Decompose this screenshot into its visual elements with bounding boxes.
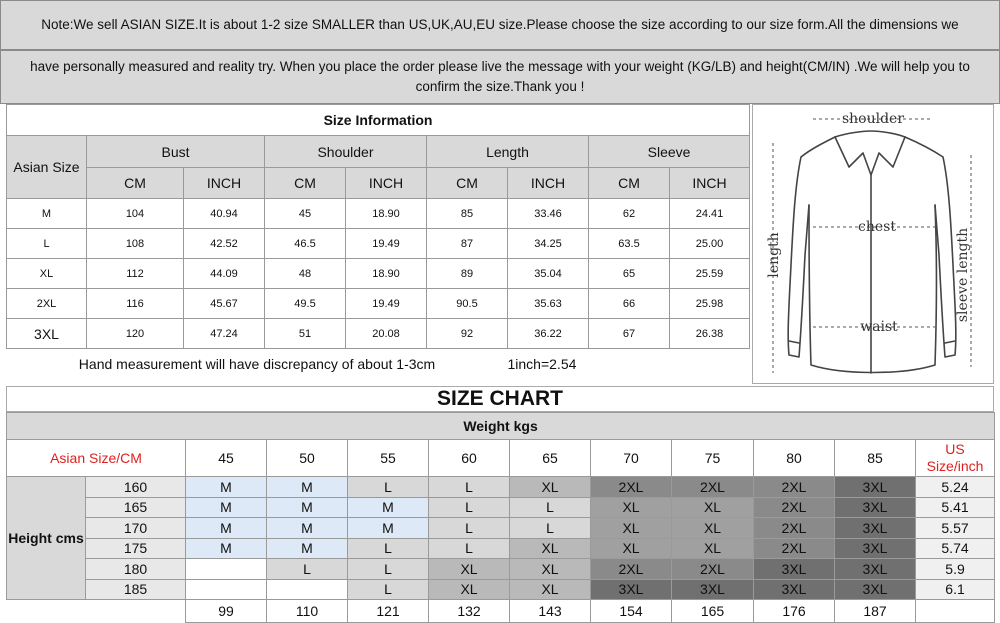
recommended-size-cell: 2XL bbox=[672, 477, 754, 498]
measurement-cell: 108 bbox=[87, 229, 184, 259]
recommended-size-cell: L bbox=[429, 477, 510, 498]
recommended-size-cell: 3XL bbox=[835, 579, 916, 600]
recommended-size-cell: XL bbox=[510, 579, 591, 600]
recommended-size-cell: M bbox=[186, 477, 267, 498]
recommended-size-cell: L bbox=[348, 559, 429, 580]
measurement-cell: 40.94 bbox=[184, 199, 265, 229]
size-cell: 2XL bbox=[7, 289, 87, 319]
sizing-note-line-1: Note:We sell ASIAN SIZE.It is about 1-2 size SMALLER than US,UK,AU,EU size.Please choose the size according to our size form.All the dimensions we bbox=[0, 0, 1000, 50]
height-cm-cell: 165 bbox=[86, 497, 186, 518]
recommended-size-cell: 3XL bbox=[835, 538, 916, 559]
size-row bbox=[7, 229, 750, 259]
measurement-cell: 42.52 bbox=[184, 229, 265, 259]
size-row bbox=[7, 259, 750, 289]
size-cell: L bbox=[7, 229, 87, 259]
recommended-size-cell: M bbox=[186, 538, 267, 559]
recommended-size-cell bbox=[267, 579, 348, 600]
recommended-size-cell: L bbox=[429, 497, 510, 518]
recommended-size-cell: 2XL bbox=[672, 559, 754, 580]
us-size-cell: 5.9 bbox=[916, 559, 995, 580]
measurement-cell: 19.49 bbox=[346, 289, 427, 319]
recommended-size-cell: 3XL bbox=[835, 559, 916, 580]
measurement-cell: 36.22 bbox=[508, 319, 589, 349]
measurement-cell: 47.24 bbox=[184, 319, 265, 349]
recommended-size-cell: XL bbox=[672, 538, 754, 559]
measurement-cell: 45 bbox=[265, 199, 346, 229]
size-cell: M bbox=[7, 199, 87, 229]
size-row bbox=[7, 199, 750, 229]
measurement-cell: 25.59 bbox=[670, 259, 750, 289]
weight-lb-cell: 132 bbox=[429, 600, 510, 623]
weight-kg-header: 85 bbox=[835, 440, 916, 477]
height-row bbox=[7, 538, 995, 559]
weight-lb-cell: 110 bbox=[267, 600, 348, 623]
bust-header: Bust bbox=[87, 136, 265, 168]
recommended-size-cell: 3XL bbox=[754, 579, 835, 600]
recommended-size-cell: 3XL bbox=[754, 559, 835, 580]
height-row bbox=[7, 579, 995, 600]
recommended-size-cell bbox=[186, 559, 267, 580]
sizing-note-line-2: have personally measured and reality try. When you place the order please live the message with your weight (KG/LB) and height(CM/IN) .We will help you to confirm the size.Thank you ! bbox=[0, 50, 1000, 104]
unit-header: CM bbox=[265, 168, 346, 199]
height-cm-cell: 160 bbox=[86, 477, 186, 498]
weight-kg-header: 75 bbox=[672, 440, 754, 477]
weight-kg-header: 70 bbox=[591, 440, 672, 477]
recommended-size-cell: 2XL bbox=[754, 477, 835, 498]
recommended-size-cell: M bbox=[348, 497, 429, 518]
size-information-table bbox=[6, 104, 750, 379]
measurement-cell: 85 bbox=[427, 199, 508, 229]
measurement-cell: 120 bbox=[87, 319, 184, 349]
weight-kg-header: 65 bbox=[510, 440, 591, 477]
shoulder-label: shoulder bbox=[841, 111, 905, 127]
pounds-end-spacer bbox=[916, 600, 995, 623]
measurement-cell: 34.25 bbox=[508, 229, 589, 259]
recommended-size-cell: M bbox=[186, 497, 267, 518]
height-row bbox=[7, 559, 995, 580]
measurement-footnote: Hand measurement will have discrepancy of about 1-3cm bbox=[78, 356, 436, 372]
recommended-size-cell: XL bbox=[591, 518, 672, 539]
recommended-size-cell: XL bbox=[591, 538, 672, 559]
measurement-cell: 66 bbox=[589, 289, 670, 319]
measurement-cell: 46.5 bbox=[265, 229, 346, 259]
weight-kg-header: 55 bbox=[348, 440, 429, 477]
length-label: length bbox=[766, 232, 782, 278]
measurement-cell: 51 bbox=[265, 319, 346, 349]
size-row bbox=[7, 289, 750, 319]
waist-label: waist bbox=[860, 319, 898, 335]
recommended-size-cell: XL bbox=[429, 579, 510, 600]
weight-lb-cell: 154 bbox=[591, 600, 672, 623]
recommended-size-cell: 2XL bbox=[754, 497, 835, 518]
weight-lb-cell: 187 bbox=[835, 600, 916, 623]
us-size-cell: 5.57 bbox=[916, 518, 995, 539]
unit-header: CM bbox=[87, 168, 184, 199]
recommended-size-cell: L bbox=[510, 518, 591, 539]
weight-height-size-table bbox=[6, 412, 995, 623]
size-information-title: Size Information bbox=[7, 105, 750, 136]
shoulder-header: Shoulder bbox=[265, 136, 427, 168]
unit-header: INCH bbox=[184, 168, 265, 199]
measurement-cell: 35.63 bbox=[508, 289, 589, 319]
recommended-size-cell: L bbox=[348, 579, 429, 600]
height-cm-cell: 185 bbox=[86, 579, 186, 600]
us-size-cell: 5.74 bbox=[916, 538, 995, 559]
measurement-cell: 20.08 bbox=[346, 319, 427, 349]
size-cell: XL bbox=[7, 259, 87, 289]
measurement-cell: 24.41 bbox=[670, 199, 750, 229]
measurement-cell: 92 bbox=[427, 319, 508, 349]
weight-lb-cell: 165 bbox=[672, 600, 754, 623]
recommended-size-cell: XL bbox=[429, 559, 510, 580]
measurement-cell: 104 bbox=[87, 199, 184, 229]
recommended-size-cell: L bbox=[267, 559, 348, 580]
unit-header: CM bbox=[427, 168, 508, 199]
recommended-size-cell: 3XL bbox=[835, 497, 916, 518]
measurement-cell: 116 bbox=[87, 289, 184, 319]
height-cm-cell: 180 bbox=[86, 559, 186, 580]
recommended-size-cell: L bbox=[429, 538, 510, 559]
recommended-size-cell: 3XL bbox=[672, 579, 754, 600]
recommended-size-cell: M bbox=[267, 518, 348, 539]
weight-kg-header: 60 bbox=[429, 440, 510, 477]
recommended-size-cell: M bbox=[267, 497, 348, 518]
weight-lb-cell: 176 bbox=[754, 600, 835, 623]
recommended-size-cell: XL bbox=[672, 497, 754, 518]
recommended-size-cell: L bbox=[429, 518, 510, 539]
recommended-size-cell: 2XL bbox=[591, 559, 672, 580]
recommended-size-cell: 3XL bbox=[591, 579, 672, 600]
us-size-cell: 6.1 bbox=[916, 579, 995, 600]
measurement-cell: 65 bbox=[589, 259, 670, 289]
height-cm-cell: 170 bbox=[86, 518, 186, 539]
recommended-size-cell: L bbox=[510, 497, 591, 518]
measurement-cell: 25.98 bbox=[670, 289, 750, 319]
unit-header: CM bbox=[589, 168, 670, 199]
size-cell: 3XL bbox=[7, 319, 87, 349]
recommended-size-cell: M bbox=[348, 518, 429, 539]
weight-kg-header: 80 bbox=[754, 440, 835, 477]
us-size-inch-header: US Size/inch bbox=[916, 440, 995, 477]
weight-lb-cell: 121 bbox=[348, 600, 429, 623]
us-size-cell: 5.24 bbox=[916, 477, 995, 498]
measurement-cell: 45.67 bbox=[184, 289, 265, 319]
asian-size-header: Asian Size bbox=[7, 136, 87, 199]
measurement-cell: 90.5 bbox=[427, 289, 508, 319]
recommended-size-cell: XL bbox=[591, 497, 672, 518]
measurement-cell: 62 bbox=[589, 199, 670, 229]
measurement-cell: 26.38 bbox=[670, 319, 750, 349]
recommended-size-cell: XL bbox=[510, 559, 591, 580]
recommended-size-cell: 2XL bbox=[754, 518, 835, 539]
chest-label: chest bbox=[858, 219, 896, 235]
recommended-size-cell: XL bbox=[510, 477, 591, 498]
shirt-measurement-diagram bbox=[752, 104, 994, 384]
measurement-cell: 19.49 bbox=[346, 229, 427, 259]
asian-size-cm-header: Asian Size/CM bbox=[7, 440, 186, 477]
recommended-size-cell: L bbox=[348, 538, 429, 559]
weight-lb-cell: 99 bbox=[186, 600, 267, 623]
recommended-size-cell: 2XL bbox=[754, 538, 835, 559]
unit-header: INCH bbox=[670, 168, 750, 199]
recommended-size-cell: L bbox=[348, 477, 429, 498]
measurement-cell: 33.46 bbox=[508, 199, 589, 229]
measurement-cell: 48 bbox=[265, 259, 346, 289]
height-row bbox=[7, 497, 995, 518]
weight-kg-header: 50 bbox=[267, 440, 348, 477]
unit-header: INCH bbox=[508, 168, 589, 199]
height-cms-label: Height cms bbox=[7, 477, 86, 600]
weight-lb-cell: 143 bbox=[510, 600, 591, 623]
measurement-cell: 112 bbox=[87, 259, 184, 289]
recommended-size-cell: XL bbox=[672, 518, 754, 539]
size-chart-title: SIZE CHART bbox=[6, 386, 994, 412]
inch-conversion-note: 1inch=2.54 bbox=[507, 356, 577, 372]
us-size-cell: 5.41 bbox=[916, 497, 995, 518]
measurement-cell: 25.00 bbox=[670, 229, 750, 259]
pounds-spacer bbox=[7, 600, 186, 623]
measurement-cell: 49.5 bbox=[265, 289, 346, 319]
measurement-cell: 63.5 bbox=[589, 229, 670, 259]
recommended-size-cell: M bbox=[267, 538, 348, 559]
height-row bbox=[7, 518, 995, 539]
recommended-size-cell: M bbox=[186, 518, 267, 539]
length-header: Length bbox=[427, 136, 589, 168]
height-cm-cell: 175 bbox=[86, 538, 186, 559]
height-row bbox=[7, 477, 995, 498]
measurement-cell: 18.90 bbox=[346, 199, 427, 229]
size-row bbox=[7, 319, 750, 349]
measurement-cell: 89 bbox=[427, 259, 508, 289]
recommended-size-cell bbox=[186, 579, 267, 600]
measurement-cell: 44.09 bbox=[184, 259, 265, 289]
shirt-illustration bbox=[753, 105, 993, 383]
sleeve-length-label: sleeve length bbox=[955, 227, 971, 323]
recommended-size-cell: 3XL bbox=[835, 477, 916, 498]
measurement-cell: 67 bbox=[589, 319, 670, 349]
recommended-size-cell: M bbox=[267, 477, 348, 498]
weight-kgs-header: Weight kgs bbox=[7, 413, 995, 440]
measurement-cell: 18.90 bbox=[346, 259, 427, 289]
measurement-cell: 35.04 bbox=[508, 259, 589, 289]
measurement-cell: 87 bbox=[427, 229, 508, 259]
recommended-size-cell: 3XL bbox=[835, 518, 916, 539]
recommended-size-cell: XL bbox=[510, 538, 591, 559]
sleeve-header: Sleeve bbox=[589, 136, 750, 168]
weight-kg-header: 45 bbox=[186, 440, 267, 477]
unit-header: INCH bbox=[346, 168, 427, 199]
recommended-size-cell: 2XL bbox=[591, 477, 672, 498]
